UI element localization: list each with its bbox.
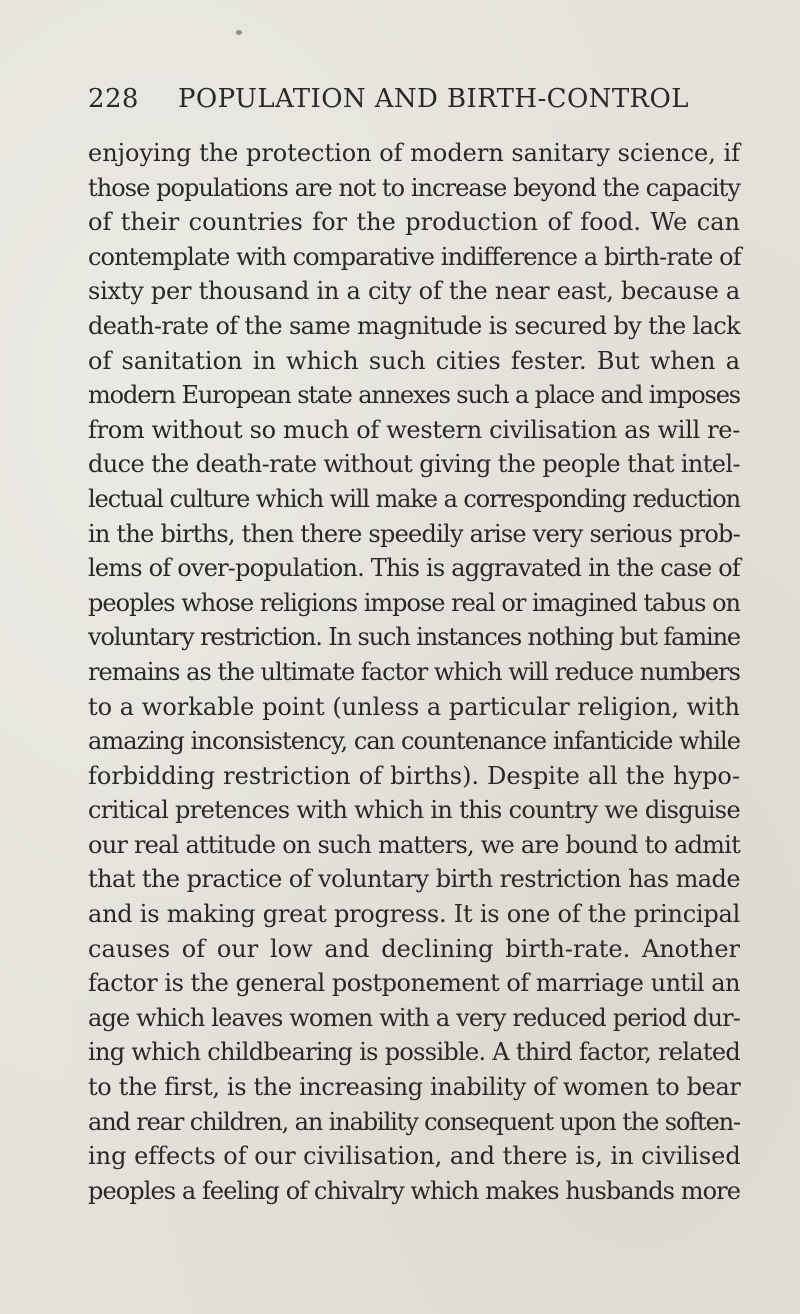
text-line: ing effects of our civilisation, and there is, in civilised (88, 1142, 741, 1171)
body-text (88, 136, 740, 1208)
text-line: lectual culture which will make a corresponding reduction (88, 484, 740, 513)
text-line: forbidding restriction of births). Despite all the hypo- (88, 761, 740, 790)
text-line: amazing inconsistency, can countenance infanticide while (88, 727, 740, 756)
text-line: critical pretences with which in this country we disguise (88, 796, 740, 825)
text-line: of their countries for the production of food. We can (88, 208, 740, 237)
text-line: modern European state annexes such a place and imposes (88, 381, 740, 410)
text-line: from without so much of western civilisation as will re- (88, 415, 740, 444)
page-number: 228 (88, 84, 139, 114)
text-line: enjoying the protection of modern sanitary science, if (88, 139, 740, 167)
text-line: those populations are not to increase beyond the capacity (88, 173, 740, 202)
text-line: peoples whose religions impose real or imagined tabus on (88, 588, 740, 617)
text-line: that the practice of voluntary birth restriction has made (88, 865, 740, 894)
text-line: age which leaves women with a very reduced period dur- (88, 1003, 741, 1032)
running-title: POPULATION AND BIRTH-CONTROL (178, 84, 689, 114)
text-line: remains as the ultimate factor which will reduce numbers (88, 657, 740, 686)
text-line: our real attitude on such matters, we are bound to admit (88, 830, 740, 859)
text-line: in the births, then there speedily arise very serious prob- (88, 519, 740, 548)
text-line: of sanitation in which such cities fester. But when a (88, 346, 740, 375)
text-line: death-rate of the same magnitude is secured by the lack (88, 311, 740, 340)
text-line: and is making great progress. It is one of the principal (88, 900, 741, 929)
ink-speck (236, 30, 242, 35)
text-line: peoples a feeling of chivalry which makes husbands more (88, 1176, 740, 1205)
text-line: and rear children, an inability consequent upon the soften- (88, 1107, 740, 1136)
text-line: voluntary restriction. In such instances nothing but famine (88, 623, 741, 652)
running-header (88, 84, 728, 124)
text-line: to a workable point (unless a particular religion, with (88, 692, 740, 721)
text-line: ing which childbearing is possible. A third factor, related (88, 1038, 740, 1067)
text-line: contemplate with comparative indifference a birth-rate of (88, 242, 741, 271)
text-line: duce the death-rate without giving the people that intel- (88, 450, 740, 479)
text-line: factor is the general postponement of marriage until an (88, 969, 740, 998)
text-line: lems of over-population. This is aggravated in the case of (88, 554, 741, 583)
text-line: to the first, is the increasing inability of women to bear (88, 1073, 741, 1102)
text-line: sixty per thousand in a city of the near east, because a (88, 277, 740, 306)
text-line: causes of our low and declining birth-rate. Another (88, 934, 740, 963)
